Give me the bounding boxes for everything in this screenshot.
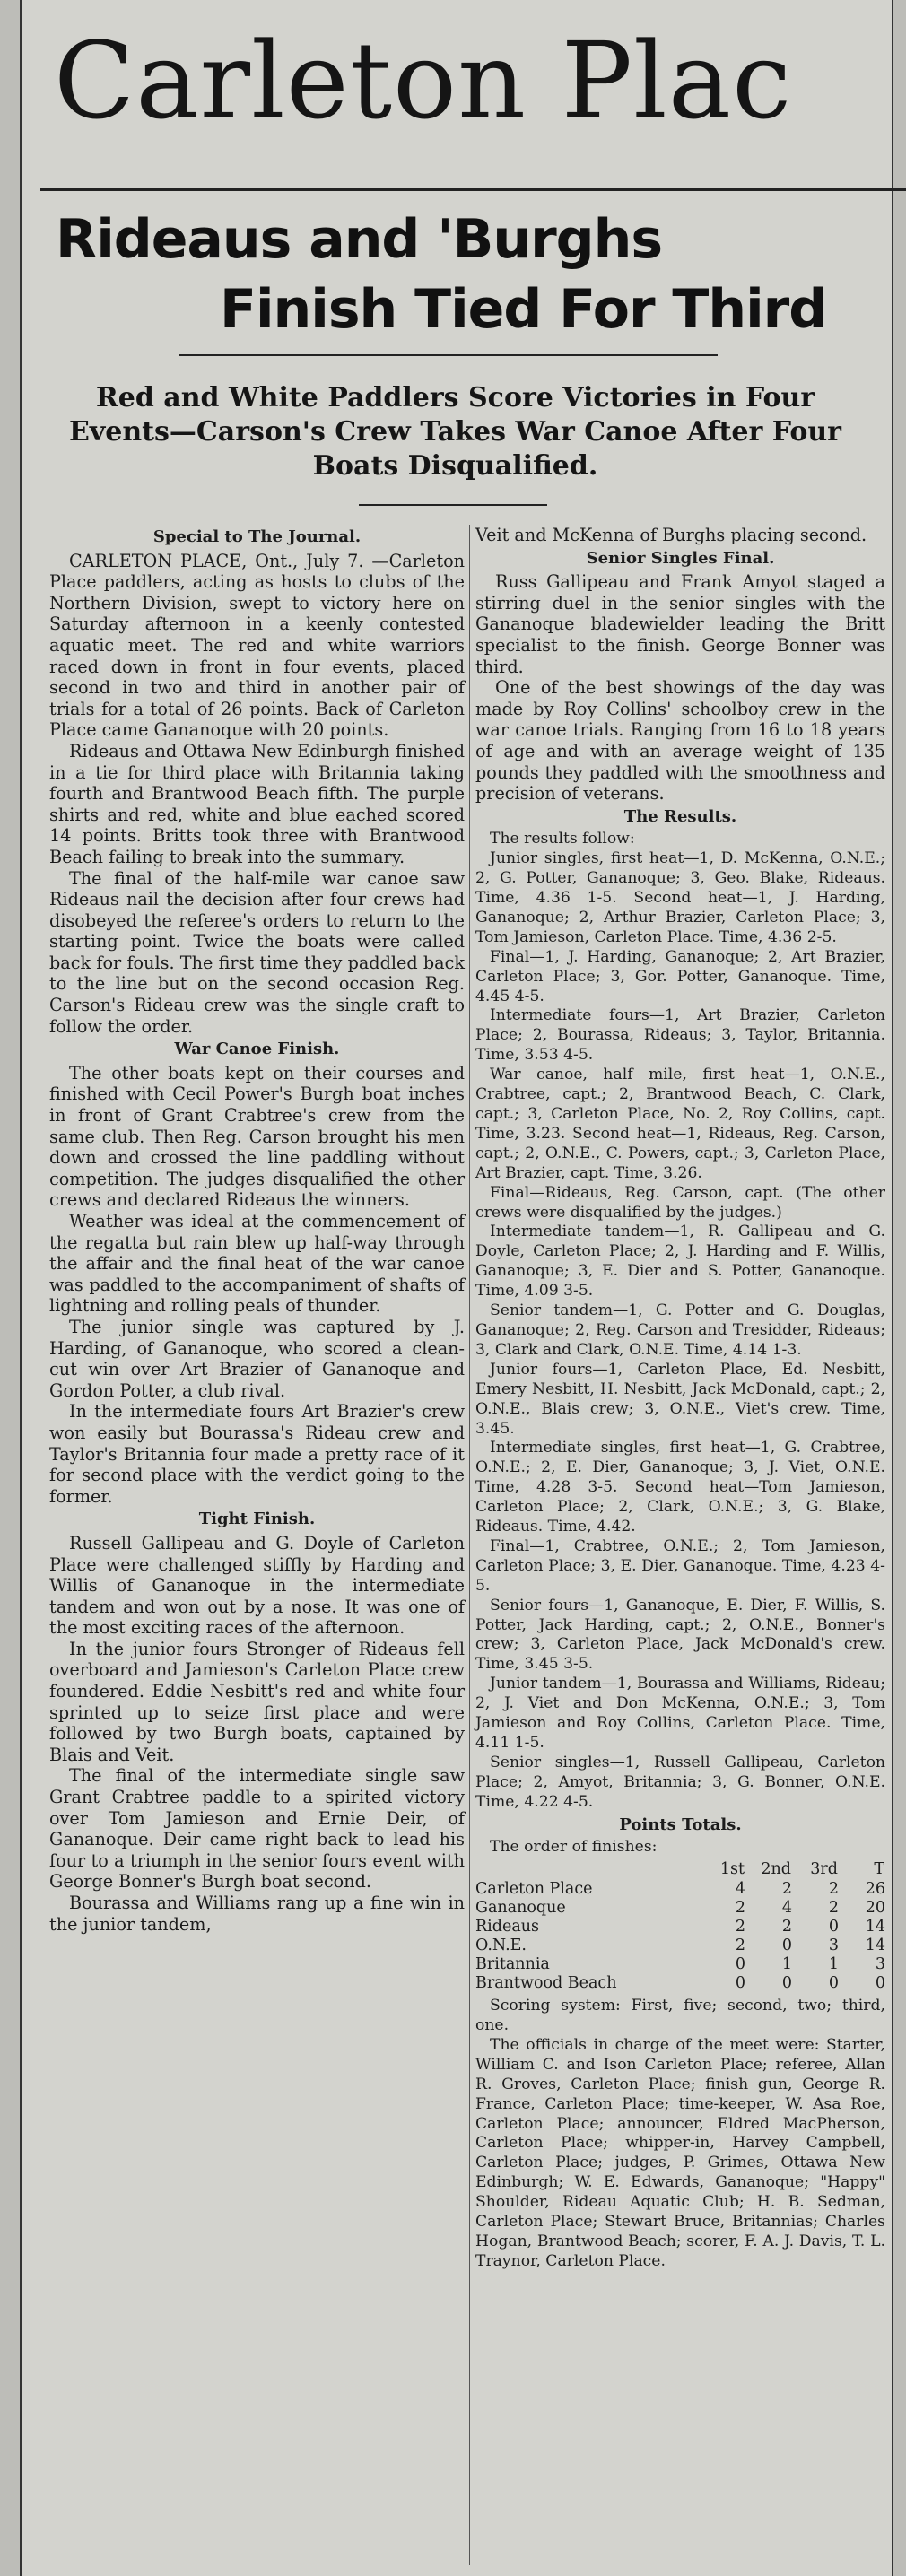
subhead: Tight Finish. <box>198 1510 316 1529</box>
subhead: Senior Singles Final. <box>586 548 775 568</box>
totals-cell: 2 <box>828 1899 839 1918</box>
paragraph: The final of the half-mile war canoe saw Rideaus nail the decision after four crews had disobeyed the referee's orders to return to the starting point. Twice the boats were called back for fouls. The first time they paddled back to the line but on the second occasion Reg. Carson's Rideau crew was the single craft to follow the order. <box>49 867 465 1037</box>
totals-cell: 3 <box>828 1936 839 1955</box>
totals-cell: 4 <box>735 1880 745 1899</box>
totals-header: 3rd <box>810 1860 838 1879</box>
totals-cell: 26 <box>865 1880 885 1899</box>
club-name: Carleton Place <box>475 1880 593 1899</box>
paragraph: The final of the intermediate single saw Grant Crabtree paddle to a spirited victory over Tom Jamieson and Ernie Deir, of Gananoque. Deir came right back to lead his four to a triumph in the senior fours event with George Bonner's Burgh boat second. <box>49 1765 465 1893</box>
paragraph: The order of finishes: <box>490 1838 658 1857</box>
totals-cell: 3 <box>875 1955 885 1974</box>
result-entry: The results follow: <box>490 830 635 849</box>
result-entry: Final—Rideaus, Reg. Carson, capt. (The other crews were disqualified by the judges.) <box>475 1183 885 1222</box>
totals-row <box>475 1955 885 1974</box>
result-entry: Senior fours—1, Gananoque, E. Dier, F. Willis, S. Potter, Jack Harding, capt.; 2, O.N.E., Bonner's crew; 3, Carleton Place, Jack McDonald's crew. Time, 3.45 3-5. <box>475 1596 885 1674</box>
result-entry: Intermediate tandem—1, R. Gallipeau and G. Doyle, Carleton Place; 2, J. Harding and F. Willis, Gananoque; 3, E. Dier and S. Potter, Gananoque. Time, 4.09 3-5. <box>475 1223 885 1301</box>
paragraph: Russell Gallipeau and G. Doyle of Carleton Place were challenged stiffly by Harding and Willis of Gananoque in the intermediate tandem and won out by a nose. It was one of the most exciting races of the afternoon. <box>49 1532 465 1639</box>
totals-cell: 14 <box>865 1936 885 1955</box>
totals-cell: 14 <box>865 1918 885 1936</box>
subhead: War Canoe Finish. <box>174 1040 340 1059</box>
paragraph: Rideaus and Ottawa New Edinburgh finished in a tie for third place with Britannia taking fourth and Brantwood Beach fifth. The purple shirts and red, white and blue eached scored 14 points. Britts took three with Brantwood Beach failing to break into the summary. <box>49 740 465 867</box>
paragraph: The officials in charge of the meet were: Starter, William C. and Ison Carleton Place; referee, Allan R. Groves, Carleton Place; finish gun, George R. France, Carleton Place; time-keeper, W. Asa Roe, Carleton Place; announcer, Eldred MacPherson, Carleton Place; whipper-in, Harvey Campbell, Carleton Place; judges, P. Grimes, Ottawa New Edinburgh; W. E. Edwards, Gananoque; "Happy" Shoulder, Rideau Aquatic Club; H. B. Sedman, Carleton Place; Stewart Bruce, Britannias; Charles Hogan, Brantwood Beach; scorer, F. A. J. Davis, T. L. Traynor, Carleton Place. <box>475 2035 885 2270</box>
masthead-title: Carleton Plac <box>54 27 793 135</box>
club-name: Rideaus <box>475 1918 540 1936</box>
totals-cell: 2 <box>735 1899 745 1918</box>
paragraph: Scoring system: First, five; second, two; third, one. <box>475 1997 885 2035</box>
totals-cell: 1 <box>781 1955 792 1974</box>
totals-cell: 2 <box>781 1918 792 1936</box>
totals-header: 2nd <box>761 1860 791 1879</box>
headline-line-2: Finish Tied For Third <box>220 278 827 341</box>
paragraph: CARLETON PLACE, Ont., July 7. —Carleton Place paddlers, acting as hosts to clubs of the Northern Division, swept to victory here on Saturday afternoon in a keenly contested aquatic meet. The red and white warriors raced down in front in four events, placed second in two and third in another pair of trials for a total of 26 points. Back of Carleton Place came Gananoque with 20 points. <box>49 550 465 741</box>
result-entry: Senior singles—1, Russell Gallipeau, Carleton Place; 2, Amyot, Britannia; 3, G. Bonner, O.N.E. Time, 4.22 4-5. <box>475 1753 885 1811</box>
totals-header: 1st <box>719 1860 745 1879</box>
headline-line-1: Rideaus and 'Burghs <box>56 208 663 271</box>
headline-rule <box>179 354 718 356</box>
byline: Special to The Journal. <box>152 527 362 546</box>
paragraph: Russ Gallipeau and Frank Amyot staged a stirring duel in the senior singles with the Gananoque bladewielder leading the Britt specialist to the finish. George Bonner was third. <box>475 571 885 677</box>
adjacent-column-right <box>892 0 906 2576</box>
article-column-2 <box>475 525 885 2272</box>
result-entry: Junior singles, first heat—1, D. McKenna, O.N.E.; 2, G. Potter, Gananoque; 3, Geo. Blake, Rideaus. Time, 4.36 1-5. Second heat—1, J. Harding, Gananoque; 2, Arthur Brazier, Carleton Place; 3, Tom Jamieson, Carleton Place. Time, 4.36 2-5. <box>475 849 885 946</box>
totals-cell: 0 <box>875 1974 885 1993</box>
paragraph: In the intermediate fours Art Brazier's crew won easily but Bourassa's Rideau crew and Taylor's Britannia four made a pretty race of it for second place with the verdict going to the former. <box>49 1401 465 1507</box>
points-totals-table <box>475 1859 885 1993</box>
result-entry: Final—1, J. Harding, Gananoque; 2, Art Brazier, Carleton Place; 3, Gor. Potter, Gananoque. Time, 4.45 4-5. <box>475 947 885 1005</box>
subhead: The Results. <box>623 806 737 826</box>
result-entry: Final—1, Crabtree, O.N.E.; 2, Tom Jamieson, Carleton Place; 3, E. Dier, Gananoque. Time, 4.23 4-5. <box>475 1536 885 1595</box>
club-name: Brantwood Beach <box>475 1974 617 1993</box>
paragraph: The junior single was captured by J. Harding, of Gananoque, who scored a clean-cut win over Art Brazier of Gananoque and Gordon Potter, a club rival. <box>49 1316 465 1401</box>
result-entry: Junior tandem—1, Bourassa and Williams, Rideau; 2, J. Viet and Don McKenna, O.N.E.; 3, Tom Jamieson and Roy Collins, Carleton Place. Time, 4.11 1-5. <box>475 1675 885 1752</box>
result-entry: Junior fours—1, Carleton Place, Ed. Nesbitt, Emery Nesbitt, H. Nesbitt, Jack McDonald, capt.; 2, O.N.E., Blais crew; 3, O.N.E., Viet's crew. Time, 3.45. <box>475 1360 885 1438</box>
subhead: Points Totals. <box>619 1815 742 1834</box>
paragraph: In the junior fours Stronger of Rideaus fell overboard and Jamieson's Carleton Place crew foundered. Eddie Nesbitt's red and white four sprinted up to seize first place and were followed by two Burgh boats, captained by Blais and Veit. <box>49 1638 465 1765</box>
totals-row <box>475 1918 885 1936</box>
totals-row <box>475 1880 885 1899</box>
totals-cell: 0 <box>828 1918 839 1936</box>
totals-cell: 2 <box>735 1918 745 1936</box>
totals-cell: 0 <box>781 1974 792 1993</box>
totals-cell: 2 <box>735 1936 745 1955</box>
masthead-rule <box>40 188 906 191</box>
totals-cell: 20 <box>865 1899 885 1918</box>
result-entry: Intermediate singles, first heat—1, G. Crabtree, O.N.E.; 2, E. Dier, Gananoque; 3, J. Viet, O.N.E. Time, 4.28 3-5. Second heat—Tom Jamieson, Carleton Place; 2, Clark, O.N.E.; 3, G. Blake, Rideaus. Time, 4.42. <box>475 1439 885 1536</box>
paragraph: Weather was ideal at the commencement of the regatta but rain blew up half-way through the affair and the final heat of the war canoe was paddled to the accompaniment of shafts of lightning and rolling peals of thunder. <box>49 1211 465 1317</box>
totals-row <box>475 1899 885 1918</box>
totals-cell: 4 <box>781 1899 792 1918</box>
deck-rule <box>359 504 547 506</box>
club-name: Britannia <box>475 1955 550 1974</box>
subheadline-deck: Red and White Paddlers Score Victories in Four Events—Carson's Crew Takes War Canoe After Four Boats Disqualified. <box>68 382 841 482</box>
totals-cell: 0 <box>735 1955 745 1974</box>
totals-cell: 2 <box>781 1880 792 1899</box>
result-entry: War canoe, half mile, first heat—1, O.N.E., Crabtree, capt.; 2, Brantwood Beach, C. Clark, capt.; 3, Carleton Place, No. 2, Roy Collins, capt. Time, 3.23. Second heat—1, Rideaus, Reg. Carson, capt.; 2, O.N.E., C. Powers, capt.; 3, Carleton Place, Art Brazier, capt. Time, 3.26. <box>475 1066 885 1182</box>
paragraph: The other boats kept on their courses and finished with Cecil Power's Burgh boat inches in front of Grant Crabtree's crew from the same club. Then Reg. Carson brought his men down and crossed the line paddling without competition. The judges disqualified the other crews and declared Rideaus the winners. <box>49 1062 465 1211</box>
totals-cell: 0 <box>781 1936 792 1955</box>
result-entry: Senior tandem—1, G. Potter and G. Douglas, Gananoque; 2, Reg. Carson and Tresidder, Rideaus; 3, Clark and Clark, O.N.E. Time, 4.14 1-3. <box>475 1301 885 1359</box>
totals-row <box>475 1974 885 1993</box>
totals-header: T <box>874 1860 884 1879</box>
club-name: Gananoque <box>475 1899 566 1918</box>
result-entry: Intermediate fours—1, Art Brazier, Carleton Place; 2, Bourassa, Rideaus; 3, Taylor, Britannia. Time, 3.53 4-5. <box>475 1006 885 1065</box>
totals-row <box>475 1936 885 1955</box>
paragraph: One of the best showings of the day was made by Roy Collins' schoolboy crew in the war canoe trials. Ranging from 16 to 18 years of age and with an average weight of 135 pounds they paddled with the smoothness and precision of veterans. <box>475 677 885 805</box>
paragraph: Veit and McKenna of Burghs placing second. <box>475 525 867 545</box>
totals-cell: 0 <box>735 1974 745 1993</box>
column-divider <box>469 525 470 2565</box>
adjacent-column-left <box>0 0 22 2576</box>
club-name: O.N.E. <box>475 1936 527 1955</box>
results-list <box>475 830 885 1812</box>
totals-cell: 1 <box>828 1955 839 1974</box>
totals-cell: 2 <box>828 1880 839 1899</box>
paragraph: Bourassa and Williams rang up a fine win in the junior tandem, <box>49 1893 465 1935</box>
article-column-1 <box>49 525 465 1935</box>
totals-cell: 0 <box>828 1974 839 1993</box>
